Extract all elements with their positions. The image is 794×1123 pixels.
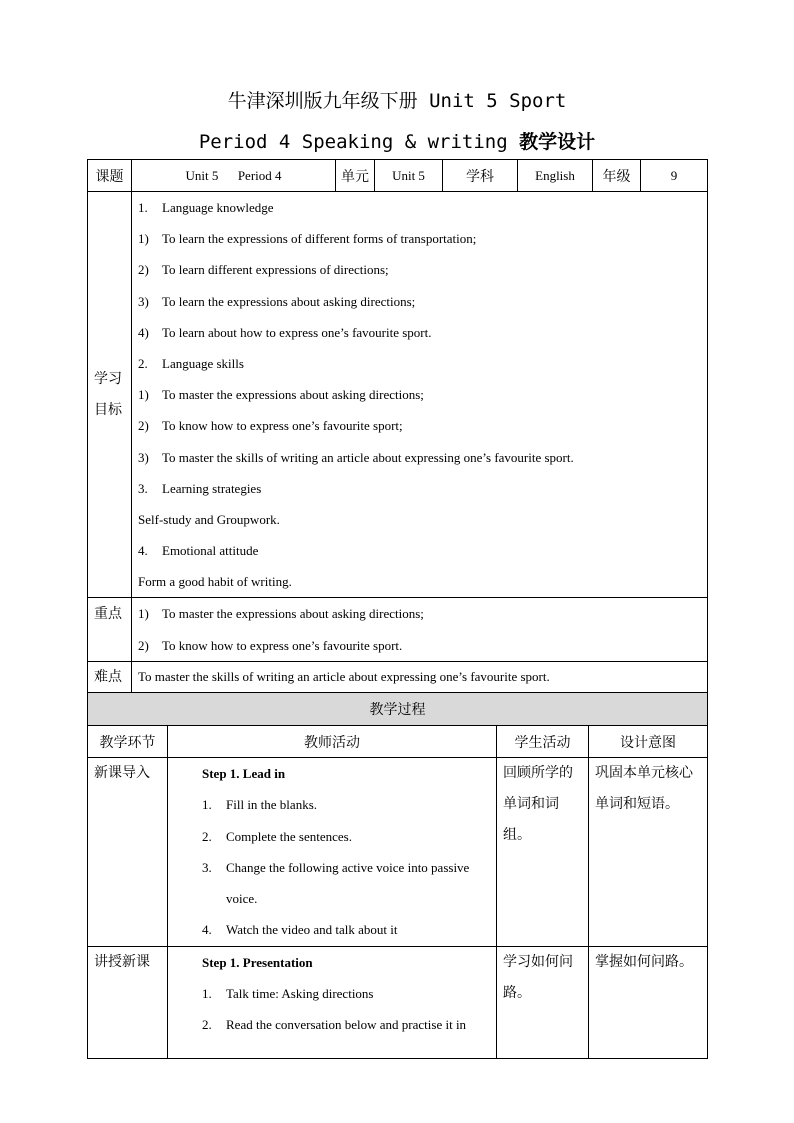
list-item — [168, 789, 496, 820]
topic-value: Unit 5 Period 4 — [132, 160, 336, 192]
unit-value: Unit 5 — [375, 160, 443, 192]
list-number: 2) — [138, 262, 149, 278]
key-points-content — [132, 598, 708, 661]
list-item — [168, 1009, 496, 1040]
difficulty-text: To master the skills of writing an article about expressing one’s favourite sport. — [138, 668, 550, 684]
step-title: Step 1. Presentation — [202, 954, 313, 970]
objectives-row — [88, 192, 708, 598]
stage-cell: 讲授新课 — [88, 946, 168, 1058]
list-item — [132, 317, 707, 348]
list-text: Complete the sentences. — [226, 828, 352, 844]
list-number: 2. — [202, 828, 212, 844]
list-text: Watch the video and talk about it — [226, 922, 398, 938]
document-subtitle — [0, 127, 794, 154]
list-item — [132, 379, 707, 410]
list-text: To learn the expressions about asking directions; — [162, 293, 416, 309]
list-text: Form a good habit of writing. — [138, 574, 292, 590]
list-number: 4) — [138, 324, 149, 340]
list-text: Change the following active voice into passive — [226, 859, 470, 875]
key-points-list — [132, 598, 707, 660]
topic-label: 课题 — [88, 160, 132, 192]
student-activity-cell: 回顾所学的单词和词组。 — [497, 758, 589, 947]
process-header-row — [88, 726, 708, 758]
list-number: 3) — [138, 449, 149, 465]
list-item — [168, 914, 496, 945]
list-item — [168, 852, 496, 883]
list-text: To know how to express one’s favourite sport; — [162, 418, 403, 434]
list-number: 3. — [138, 480, 148, 496]
list-number: 1) — [138, 231, 149, 247]
teacher-activity-cell — [168, 758, 497, 947]
step-items — [168, 978, 496, 1041]
subject-value: English — [518, 160, 593, 192]
list-text: To master the expressions about asking directions; — [162, 387, 424, 403]
subtitle-cn: 教学设计 — [519, 131, 596, 153]
subject-label: 学科 — [443, 160, 518, 192]
list-number: 1. — [202, 986, 212, 1002]
list-item — [168, 821, 496, 852]
purpose-cell: 掌握如何问路。 — [589, 946, 708, 1058]
grade-value: 9 — [641, 160, 708, 192]
list-number: 3) — [138, 293, 149, 309]
list-number: 1) — [138, 606, 149, 622]
list-number: 2. — [138, 355, 148, 371]
key-points-row — [88, 598, 708, 661]
list-item — [132, 473, 707, 504]
list-item — [132, 630, 707, 661]
list-item — [132, 566, 707, 597]
list-text: To master the expressions about asking directions; — [162, 606, 424, 622]
list-text: Learning strategies — [162, 480, 262, 496]
list-number: 2) — [138, 637, 149, 653]
list-number: 3. — [202, 859, 212, 875]
col-teacher: 教师活动 — [168, 726, 497, 758]
objectives-label — [88, 192, 132, 598]
step-items — [168, 789, 496, 945]
process-row-lead-in — [88, 758, 708, 947]
teacher-activity-cell — [168, 946, 497, 1058]
list-item — [132, 535, 707, 566]
list-item — [132, 504, 707, 535]
list-number: 1) — [138, 387, 149, 403]
key-points-label: 重点 — [88, 598, 132, 661]
difficulty-content — [132, 661, 708, 692]
list-number: 2) — [138, 418, 149, 434]
list-item — [168, 978, 496, 1009]
list-text: Fill in the blanks. — [226, 797, 317, 813]
col-student: 学生活动 — [497, 726, 589, 758]
document-title: 牛津深圳版九年级下册 Unit 5 Sport — [227, 90, 567, 112]
list-text: Talk time: Asking directions — [226, 986, 374, 1002]
list-text: Read the conversation below and practise it in — [226, 1017, 467, 1033]
list-text: To know how to express one’s favourite sport. — [162, 637, 403, 653]
list-text: To master the skills of writing an article about expressing one’s favourite sport. — [162, 449, 574, 465]
list-item — [132, 598, 707, 629]
process-row-presentation — [88, 946, 708, 1058]
list-text: To learn the expressions of different forms of transportation; — [162, 231, 477, 247]
student-activity-cell: 学习如何问路。 — [497, 946, 589, 1058]
list-text: Language knowledge — [162, 200, 274, 215]
list-text: Emotional attitude — [162, 543, 259, 559]
list-text: Language skills — [162, 355, 244, 371]
list-number: 4. — [138, 543, 148, 559]
difficulty-label: 难点 — [88, 661, 132, 692]
list-text: To learn different expressions of directions; — [162, 262, 389, 278]
objectives-label-line2: 目标 — [94, 401, 122, 418]
list-text: To learn about how to express one’s favourite sport. — [162, 324, 432, 340]
list-item — [168, 883, 496, 914]
objectives-content — [132, 192, 708, 598]
unit-label: 单元 — [336, 160, 375, 192]
plan-info-table — [87, 159, 708, 693]
subtitle-en: Period 4 Speaking & writing — [198, 131, 508, 153]
objectives-list — [132, 192, 707, 597]
objectives-label-line1: 学习 — [94, 370, 122, 387]
list-number: 4. — [202, 922, 212, 938]
purpose-cell: 巩固本单元核心单词和短语。 — [589, 758, 708, 947]
list-item — [132, 254, 707, 285]
list-text: voice. — [226, 891, 258, 907]
list-item — [132, 286, 707, 317]
process-table — [87, 692, 708, 1059]
list-item — [132, 410, 707, 441]
difficulty-row — [88, 661, 708, 692]
process-banner-row — [88, 693, 708, 726]
list-number: 1. — [138, 200, 148, 215]
list-text: Self-study and Groupwork. — [138, 511, 280, 527]
process-banner: 教学过程 — [88, 693, 708, 726]
list-item — [132, 442, 707, 473]
header-row — [88, 160, 708, 192]
grade-label: 年级 — [593, 160, 641, 192]
list-item — [132, 223, 707, 254]
stage-cell: 新课导入 — [88, 758, 168, 947]
list-number: 2. — [202, 1017, 212, 1033]
col-purpose: 设计意图 — [589, 726, 708, 758]
list-number: 1. — [202, 797, 212, 813]
list-item — [132, 192, 707, 223]
list-item — [132, 348, 707, 379]
step-title: Step 1. Lead in — [202, 766, 286, 781]
col-stage: 教学环节 — [88, 726, 168, 758]
